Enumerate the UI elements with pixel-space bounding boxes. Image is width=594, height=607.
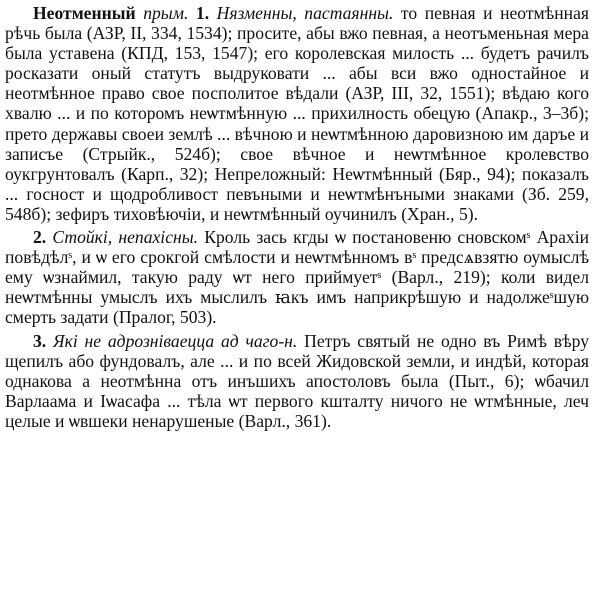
headword: Неотменный	[33, 3, 136, 23]
part-of-speech: прым.	[143, 3, 189, 23]
sense-number: 1.	[195, 3, 210, 23]
sense-gloss: Нязменны, пастаянны.	[216, 3, 394, 23]
sense-gloss: Які не адрозніваецца ад чаго-н.	[53, 330, 298, 351]
sense-citations: то певная и неотмѣнная рѣчь была (АЗР, II, 334, 1534); просите, абы вжо певная, а неотъменьная мера была уставена (КПД, 153, 1547); его королевская милость ... будетъ рачилъ росказати оный статутъ выдруковати ... абы вси вжо одностайное и неотмѣнное право свое посполитое вѣдали (АЗР, III, 32, 1551); вѣдаю кого хвалю ... и по которомъ неѡтмѣнную ... прихилность обецую (Апакр., 3–3б); прето державы своеи землѣ ... вѣчною и неѡтмѣнною даровизною им даръе и записъе (Стрыйк., 524б); свое вѣчное и неѡтмѣнное кролевство оукгрунтовалъ (Карп., 32); Непреложный: Неѡтмѣнный (Бяр., 94); показалъ ... госност и щодробливост певъными и неѡтмѣнъными знаками (Зб. 259, 548б); зефиръ тиховѣючіи, и неѡтмѣнный оучинилъ (Хран., 5).	[5, 3, 589, 224]
sense-number: 3.	[33, 330, 47, 351]
sense-citations: Петръ святый не одно въ Римѣ вѣру щепилъ або фундовалъ, але ... и по всей Жидовской земли, и индѣй, которая однакова а неотмѣнна отъ инъшихъ апостоловъ была (Пыт., 6); ѡбачил Варлаама и Іѡасафа ... тѣла ѡт первого кшталту ничого не ѡтмѣнные, леч целые и ѡвшеки ненарушеные (Варл., 361).	[5, 330, 589, 431]
sense-1-paragraph	[5, 3, 589, 224]
sense-3-paragraph	[5, 331, 589, 431]
sense-number: 2.	[33, 227, 47, 248]
sense-citations: Кроль зась кгды ѡ постановеню сновскомˢ Арахіи повѣдѣлˢ, и ѡ его срокгой смѣлости и неѡтмѣнномъ вˢ предсѧвзятю оумыслѣ ему ѡзнаймил, такую раду ѡт него приймуетˢ (Варл., 219); коли видел неѡтмѣнны умыслъ ихъ мыслилъ ꙗкъ имъ наприкрѣшую и надолжеˢшую смерть задати (Пралог, 503).	[5, 227, 589, 328]
sense-2-paragraph	[5, 227, 589, 327]
sense-gloss: Стойкі, непахісны.	[52, 227, 199, 248]
